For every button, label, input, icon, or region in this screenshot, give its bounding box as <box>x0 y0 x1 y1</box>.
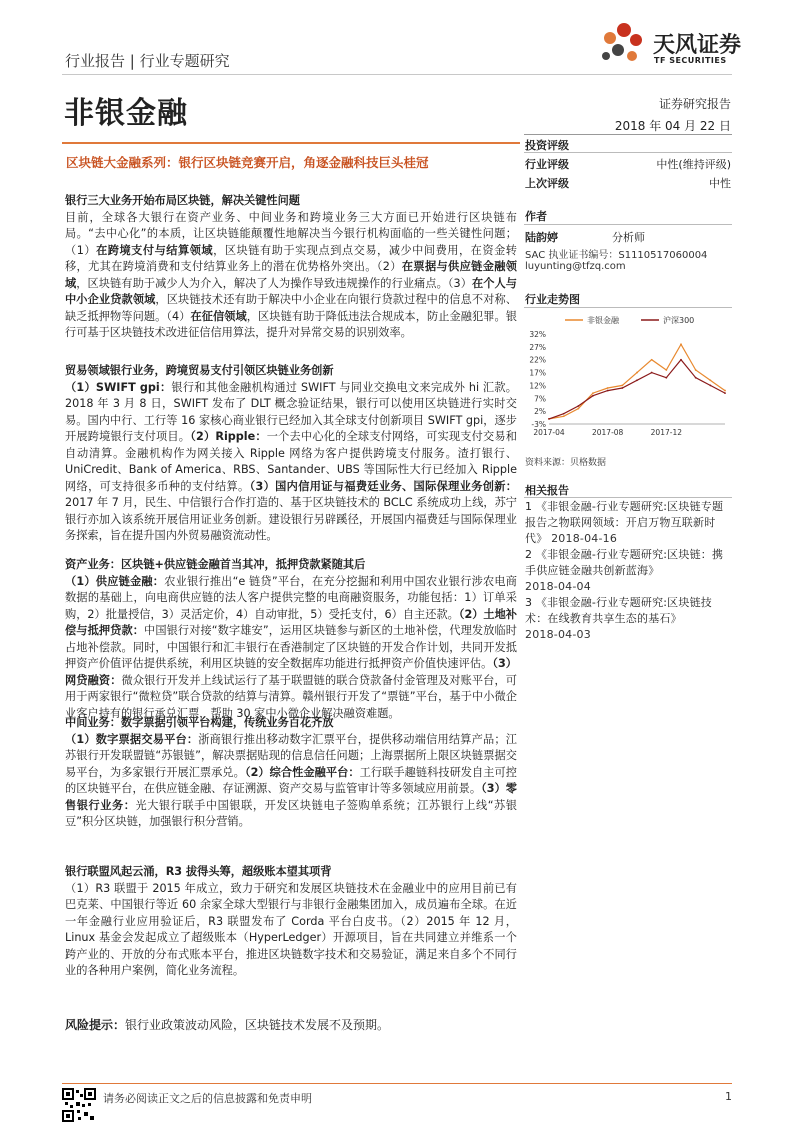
related-date: 2018-04-04 <box>525 580 591 593</box>
related-date: 2018-04-03 <box>525 628 591 641</box>
legend-label: 非银金融 <box>587 316 619 325</box>
rating-value: 中性(维持评级) <box>656 158 731 171</box>
y-tick-label: 27% <box>529 342 546 352</box>
related-list <box>525 499 733 643</box>
related-title[interactable]: 2 《非银金融-行业专题研究:区块链：携手供应链金融共创新蓝海》 <box>525 548 724 577</box>
logo-text-cn: 天风证券 <box>653 33 742 58</box>
author-role: 分析师 <box>612 231 645 244</box>
related-item[interactable] <box>525 595 733 643</box>
section-heading: 中间业务：数字票据引领平台构建，传统业务百花齐放 <box>65 716 334 729</box>
y-tick-label: 32% <box>529 330 546 339</box>
y-tick-label: 2% <box>534 407 546 417</box>
series-point <box>651 359 653 361</box>
qr-code-icon <box>62 1088 96 1122</box>
related-divider <box>524 497 732 498</box>
footer-divider <box>62 1083 732 1084</box>
series-point <box>548 418 550 420</box>
chart-divider <box>524 307 732 308</box>
series-point <box>695 369 697 371</box>
page-number: 1 <box>725 1090 732 1103</box>
sector-title: 非银金融 <box>64 96 188 131</box>
chart-heading: 行业走势图 <box>525 293 580 306</box>
series-point <box>563 415 565 417</box>
author-heading: 作者 <box>525 210 547 223</box>
summary-section-3 <box>65 557 517 722</box>
report-subtitle: 区块链大金融系列：银行区块链竞赛开启，角逐金融科技巨头桂冠 <box>66 155 429 170</box>
risk-label: 风险提示： <box>65 1018 126 1032</box>
author-email[interactable]: luyunting@tfzq.com <box>525 261 626 272</box>
summary-section-2 <box>65 363 517 545</box>
series-point <box>577 405 579 407</box>
trend-chart <box>525 312 733 447</box>
y-tick-label: 17% <box>529 368 546 378</box>
series-point <box>607 390 609 392</box>
series-point <box>695 377 697 379</box>
rating-label: 行业评级 <box>525 158 569 171</box>
series-point <box>621 387 623 389</box>
related-item[interactable] <box>525 499 733 547</box>
series-point <box>563 413 565 415</box>
series-point <box>724 392 726 394</box>
rating-top-line <box>524 134 732 135</box>
series-point <box>651 372 653 374</box>
summary-section-5 <box>65 864 517 980</box>
series-point <box>636 379 638 381</box>
rating-row-industry <box>525 156 731 172</box>
section-heading: 贸易领域银行业务，跨境贸易支付引领区块链业务创新 <box>65 364 334 377</box>
section-text: （1）SWIFT gpi：银行和其他金融机构通过 SWIFT 与同业交换电文来完成外 hi 汇款。2018 年 3 月 8 日，SWIFT 发布了 DLT 概念验证结果，银行可以使用区块链进行实时交易。国内中行、工行等 16 家核心商业银行已经加入其全球支付创新项目 SWIFT gpi，逐步开展跨境银行支付项目。（2）Ripple：一个去中心化的全球支付网络，可实现支付交易和自动清算。金融机构作为网关接入 Ripple 网络为客户提供跨境支付服务。渣打银行、UniCredit、Bank of America、RBS、Santander、UBS 等国际性大行已经加入 Ripple 网络，可支持很多币种的支付结算。（3）国内信用证与福费廷业务、国际保理业务创新：2017 年 7 月，民生、中信银行合作打造的、基于区块链技术的 BCLC 系统成功上线，苏宁银行亦加入该系统开展信用证业务创新。建设银行另辟蹊径，开展国内福费廷与国际保理业务探索，旨在提升国内外贸易融资流动性。 <box>65 380 517 542</box>
rating-heading: 投资评级 <box>525 139 569 152</box>
series-point <box>607 387 609 389</box>
x-tick-label: 2017-12 <box>650 428 683 437</box>
related-heading: 相关报告 <box>525 484 569 497</box>
series-point <box>592 392 594 394</box>
y-tick-label: 22% <box>529 355 546 365</box>
logo-text-en: TF SECURITIES <box>654 56 727 65</box>
report-date: 2018 年 04 月 22 日 <box>614 119 731 133</box>
rating-value: 中性 <box>709 177 731 190</box>
related-title[interactable]: 3 《非银金融-行业专题研究:区块链技术：在线教育共享生态的基石》 <box>525 596 712 625</box>
author-sac: SAC 执业证书编号：S1110517060004 <box>525 250 708 261</box>
summary-section-4 <box>65 715 517 831</box>
legend-label: 沪深300 <box>663 316 695 325</box>
rating-label: 上次评级 <box>525 177 569 190</box>
section-text: （1）数字票据交易平台：浙商银行推出移动数字汇票平台，提供移动端信用结算产品；江苏银行开发联盟链“苏银链”，解决票据贴现的信息信任问题；上海票据所上限区块链票据交易平台，为多家银行开展汇票承兑。（2）综合性金融平台：工行联手趣链科技研发自主可控的区块链平台，在供应链金融、存证溯源、资产交易与监管审计等多领域应用前景。（3）零售银行业务：光大银行联手中国银联，开发区块链电子签购单系统；江苏银行上线“苏银豆”积分区块链，加强银行积分营销。 <box>65 732 517 828</box>
section-text: （1）R3 联盟于 2015 年成立，致力于研究和发展区块链技术在金融业中的应用目前已有巴克莱、中国银行等近 60 余家全球大型银行与非银行金融集团加入，成员遍布全球。在近一年金融行业应用验证后，R3 联盟发布了 Corda 平台白皮书。（2）2015 年 12 月，Linux 基金会发起成立了超级账本（HyperLedger）开源项目，旨在共同建立并维系一个跨产业的、开放的分布式账本平台，推进区块链数字技术和交易验证，满足来自多个不同行业的各种用户案例，简化业务流程。 <box>65 881 517 977</box>
report-kind: 证券研究报告 <box>658 97 731 111</box>
risk-warning <box>65 1017 517 1034</box>
series-point <box>636 372 638 374</box>
header-divider <box>62 74 732 75</box>
summary-section-1 <box>65 193 517 342</box>
section-text: （1）供应链金融：农业银行推出“e 链贷”平台，在充分挖掘和利用中国农业银行涉农电商数据的基础上，向电商供应链的法人客户提供完整的电商融资服务，功能包括：1）订单采购，2）批量授信，3）灵活定价，4）自动审批，5）受托支付，6）自主还款。（2）土地补偿与抵押贷款：中国银行对接“数字雄安”，运用区块链参与新区的土地补偿，代理发放临时占地补偿款。同时，中国银行和汇丰银行在香港制定了区块链的开发合作计划，共同开发抵押资产价值评估提供系统，利用区块链的安全数据库功能进行抵押资产价值快速评估。（3）网贷融资：微众银行开发并上线试运行了基于联盟链的联合贷款备付金管理及对账平台，可用于两家银行“微粒贷”联合贷款的结算与清算。赣州银行开发了“票链”平台，基于中小微企业客户持有的银行承兑汇票，帮助 30 家中小微企业解决融资难题。 <box>65 574 517 720</box>
series-point <box>709 379 711 381</box>
risk-text: 银行业政策波动风险，区块链技术发展不及预期。 <box>125 1018 390 1032</box>
author-name: 陆韵婷 <box>525 231 558 244</box>
section-heading: 银行三大业务开始布局区块链，解决关键性问题 <box>65 194 300 207</box>
series-point <box>577 408 579 410</box>
series-point <box>592 395 594 397</box>
related-title[interactable]: 1 《非银金融-行业专题研究:区块链专题报告之物联网领域：开启万物互联新时代》 <box>525 500 724 545</box>
related-item[interactable] <box>525 547 733 595</box>
x-tick-label: 2017-04 <box>533 428 565 437</box>
section-text: 目前，全球各大银行在资产业务、中间业务和跨境业务三大方面已开始进行区块链布局。“去中心化”的本质，让区块链能颠覆性地解决当今银行机构面临的一些关键性问题；（1）在跨境支付与结算领域，区块链有助于实现点到点交易，减少中间费用，在资金转移，尤其在跨境消费和支付结算业务上的潜在优势格外突出。（2）在票据与供应链金融领域，区块链有助于减少人为介入，解决了人为操作导致违规操作的行业痛点。（3）在个人与中小企业贷款领域，区块链技术还有助于解决中小企业在向银行贷款过程中的信息不对称、缺乏抵押物等问题。（4）在征信领域，区块链有助于降低违法合规成本，防止金融犯罪。银行可基于区块链技术改进征信信用算法，提升对异常交易的识别效率。 <box>65 210 517 339</box>
section-heading: 资产业务：区块链+供应链金融首当其冲，抵押贷款紧随其后 <box>65 558 366 571</box>
related-date: 2018-04-16 <box>551 532 618 545</box>
series-point <box>665 377 667 379</box>
author-divider <box>524 224 732 225</box>
series-point <box>621 385 623 387</box>
series-point <box>709 385 711 387</box>
rating-divider <box>524 152 732 153</box>
series-point <box>680 343 682 345</box>
series-point <box>724 390 726 392</box>
report-type: 行业报告 | 行业专题研究 <box>65 52 230 70</box>
y-tick-label: 7% <box>534 394 546 404</box>
x-tick-label: 2017-08 <box>591 428 624 437</box>
y-tick-label: -3% <box>531 420 546 429</box>
rating-row-previous <box>525 175 731 191</box>
title-divider <box>62 142 520 144</box>
y-tick-label: 12% <box>529 381 546 391</box>
series-point <box>680 359 682 361</box>
chart-source: 资料来源：贝格数据 <box>525 458 607 468</box>
section-heading: 银行联盟风起云涌，R3 拔得头筹，超级账本望其项背 <box>65 865 332 878</box>
footer-disclaimer: 请务必阅读正文之后的信息披露和免责申明 <box>103 1092 312 1105</box>
series-point <box>665 369 667 371</box>
